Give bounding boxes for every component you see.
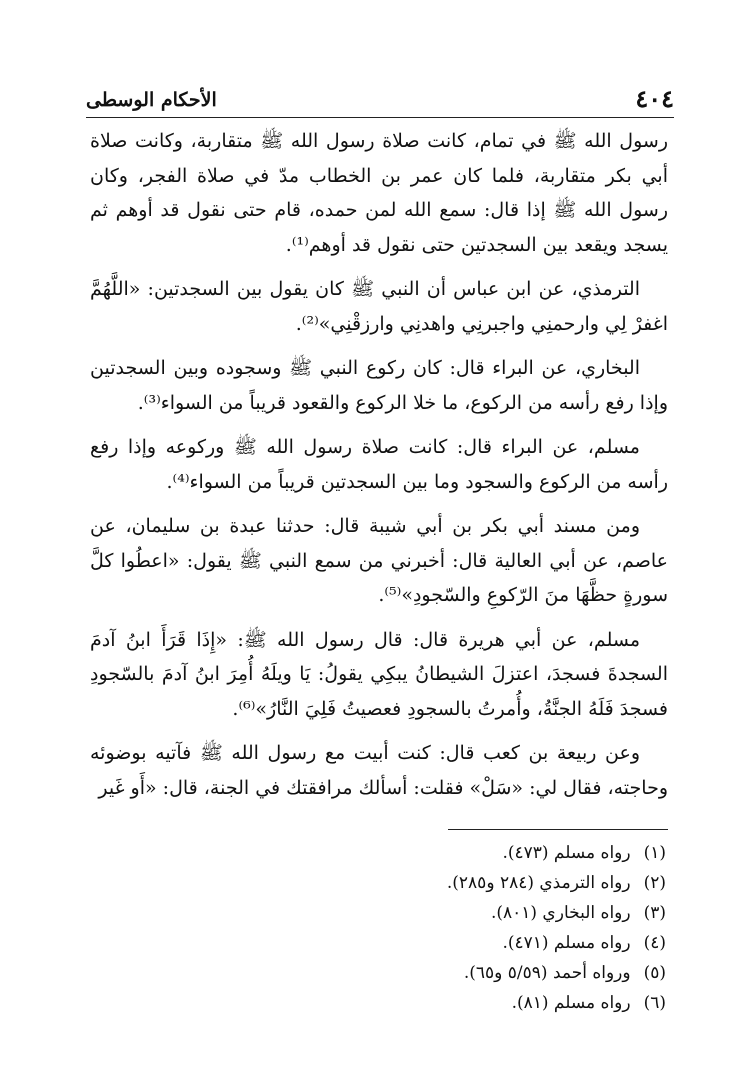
footnote bbox=[200, 868, 666, 898]
header-rule bbox=[86, 117, 674, 118]
paragraph: الترمذي، عن ابن عباس أن النبي ﷺ كان يقول بين السجدتين: «اللَّهُمَّ اغفرْ لِي وارحمنِي واجبرنِي واهدنِي وارزقْنِي»⁽²⁾. bbox=[90, 278, 668, 335]
footnote-text: رواه مسلم (٨١). bbox=[511, 993, 631, 1013]
footnote-number: (٦) bbox=[643, 993, 666, 1013]
paragraph: وعن ربيعة بن كعب قال: كنت أبيت مع رسول الله ﷺ فآتيه بوضوئه وحاجته، فقال لي: «سَلْ» فقلت: أسألك مرافقتك في الجنة، قال: «أَو غَير bbox=[90, 742, 668, 799]
footnote bbox=[200, 958, 666, 988]
footnote-text: رواه الترمذي (٢٨٤ و٢٨٥). bbox=[446, 873, 631, 893]
footnote-number: (٢) bbox=[643, 873, 666, 893]
footnotes bbox=[200, 838, 666, 1018]
body-text bbox=[90, 124, 668, 815]
page-number: ٤٠٤ bbox=[635, 84, 674, 113]
footnote-text: رواه مسلم (٤٧٣). bbox=[502, 843, 631, 863]
footnote-number: (٥) bbox=[643, 963, 666, 983]
paragraph: مسلم، عن البراء قال: كانت صلاة رسول الله ﷺ وركوعه وإذا رفع رأسه من الركوع والسجود وما بين السجدتين قريباً من السواء⁽⁴⁾. bbox=[90, 436, 668, 493]
footnote-rule bbox=[448, 829, 668, 830]
footnote-number: (٤) bbox=[643, 933, 666, 953]
footnote-text: رواه البخاري (٨٠١). bbox=[490, 903, 631, 923]
footnote-number: (١) bbox=[643, 843, 666, 863]
footnote-number: (٣) bbox=[643, 903, 666, 923]
paragraph: مسلم، عن أبي هريرة قال: قال رسول الله ﷺ: «إِذَا قَرَأَ ابنُ آدمَ السجدةَ فسجدَ، اعتزلَ الشيطانُ يبكِي يقولُ: يَا ويلَهُ أُمِرَ ابنُ آدمَ بالسّجودِ فسجدَ فَلَهُ الجنَّةُ، وأُمرتُ بالسجودِ فعصيتُ فَلِيَ النَّارُ»⁽⁶⁾. bbox=[90, 628, 668, 720]
footnote-text: رواه مسلم (٤٧١). bbox=[502, 933, 631, 953]
paragraph: رسول الله ﷺ في تمام، كانت صلاة رسول الله ﷺ متقاربة، وكانت صلاة أبي بكر متقاربة، فلما كان عمر بن الخطاب مدّ في صلاة الفجر، وكان رسول الله ﷺ إذا قال: سمع الله لمن حمده، قام حتى نقول قد أوهم ثم يسجد ويقعد بين السجدتين حتى نقول قد أوهم⁽¹⁾. bbox=[90, 130, 668, 256]
footnote bbox=[200, 838, 666, 868]
footnote bbox=[200, 928, 666, 958]
running-title: الأحكام الوسطى bbox=[86, 89, 217, 111]
footnote-text: ورواه أحمد (٥/٥٩ و٦٥). bbox=[463, 963, 631, 983]
footnote bbox=[200, 898, 666, 928]
page-header bbox=[86, 84, 674, 118]
paragraph: ومن مسند أبي بكر بن أبي شيبة قال: حدثنا عبدة بن سليمان، عن عاصم، عن أبي العالية قال: أخبرني من سمع النبي ﷺ يقول: «اعطُوا كلَّ سورةٍ حظَّهَا منَ الرّكوعِ والسّجودِ»⁽⁵⁾. bbox=[90, 515, 668, 606]
footnote bbox=[200, 988, 666, 1018]
paragraph: البخاري، عن البراء قال: كان ركوع النبي ﷺ وسجوده وبين السجدتين وإذا رفع رأسه من الركوع، ما خلا الركوع والقعود قريباً من السواء⁽³⁾. bbox=[90, 357, 668, 414]
